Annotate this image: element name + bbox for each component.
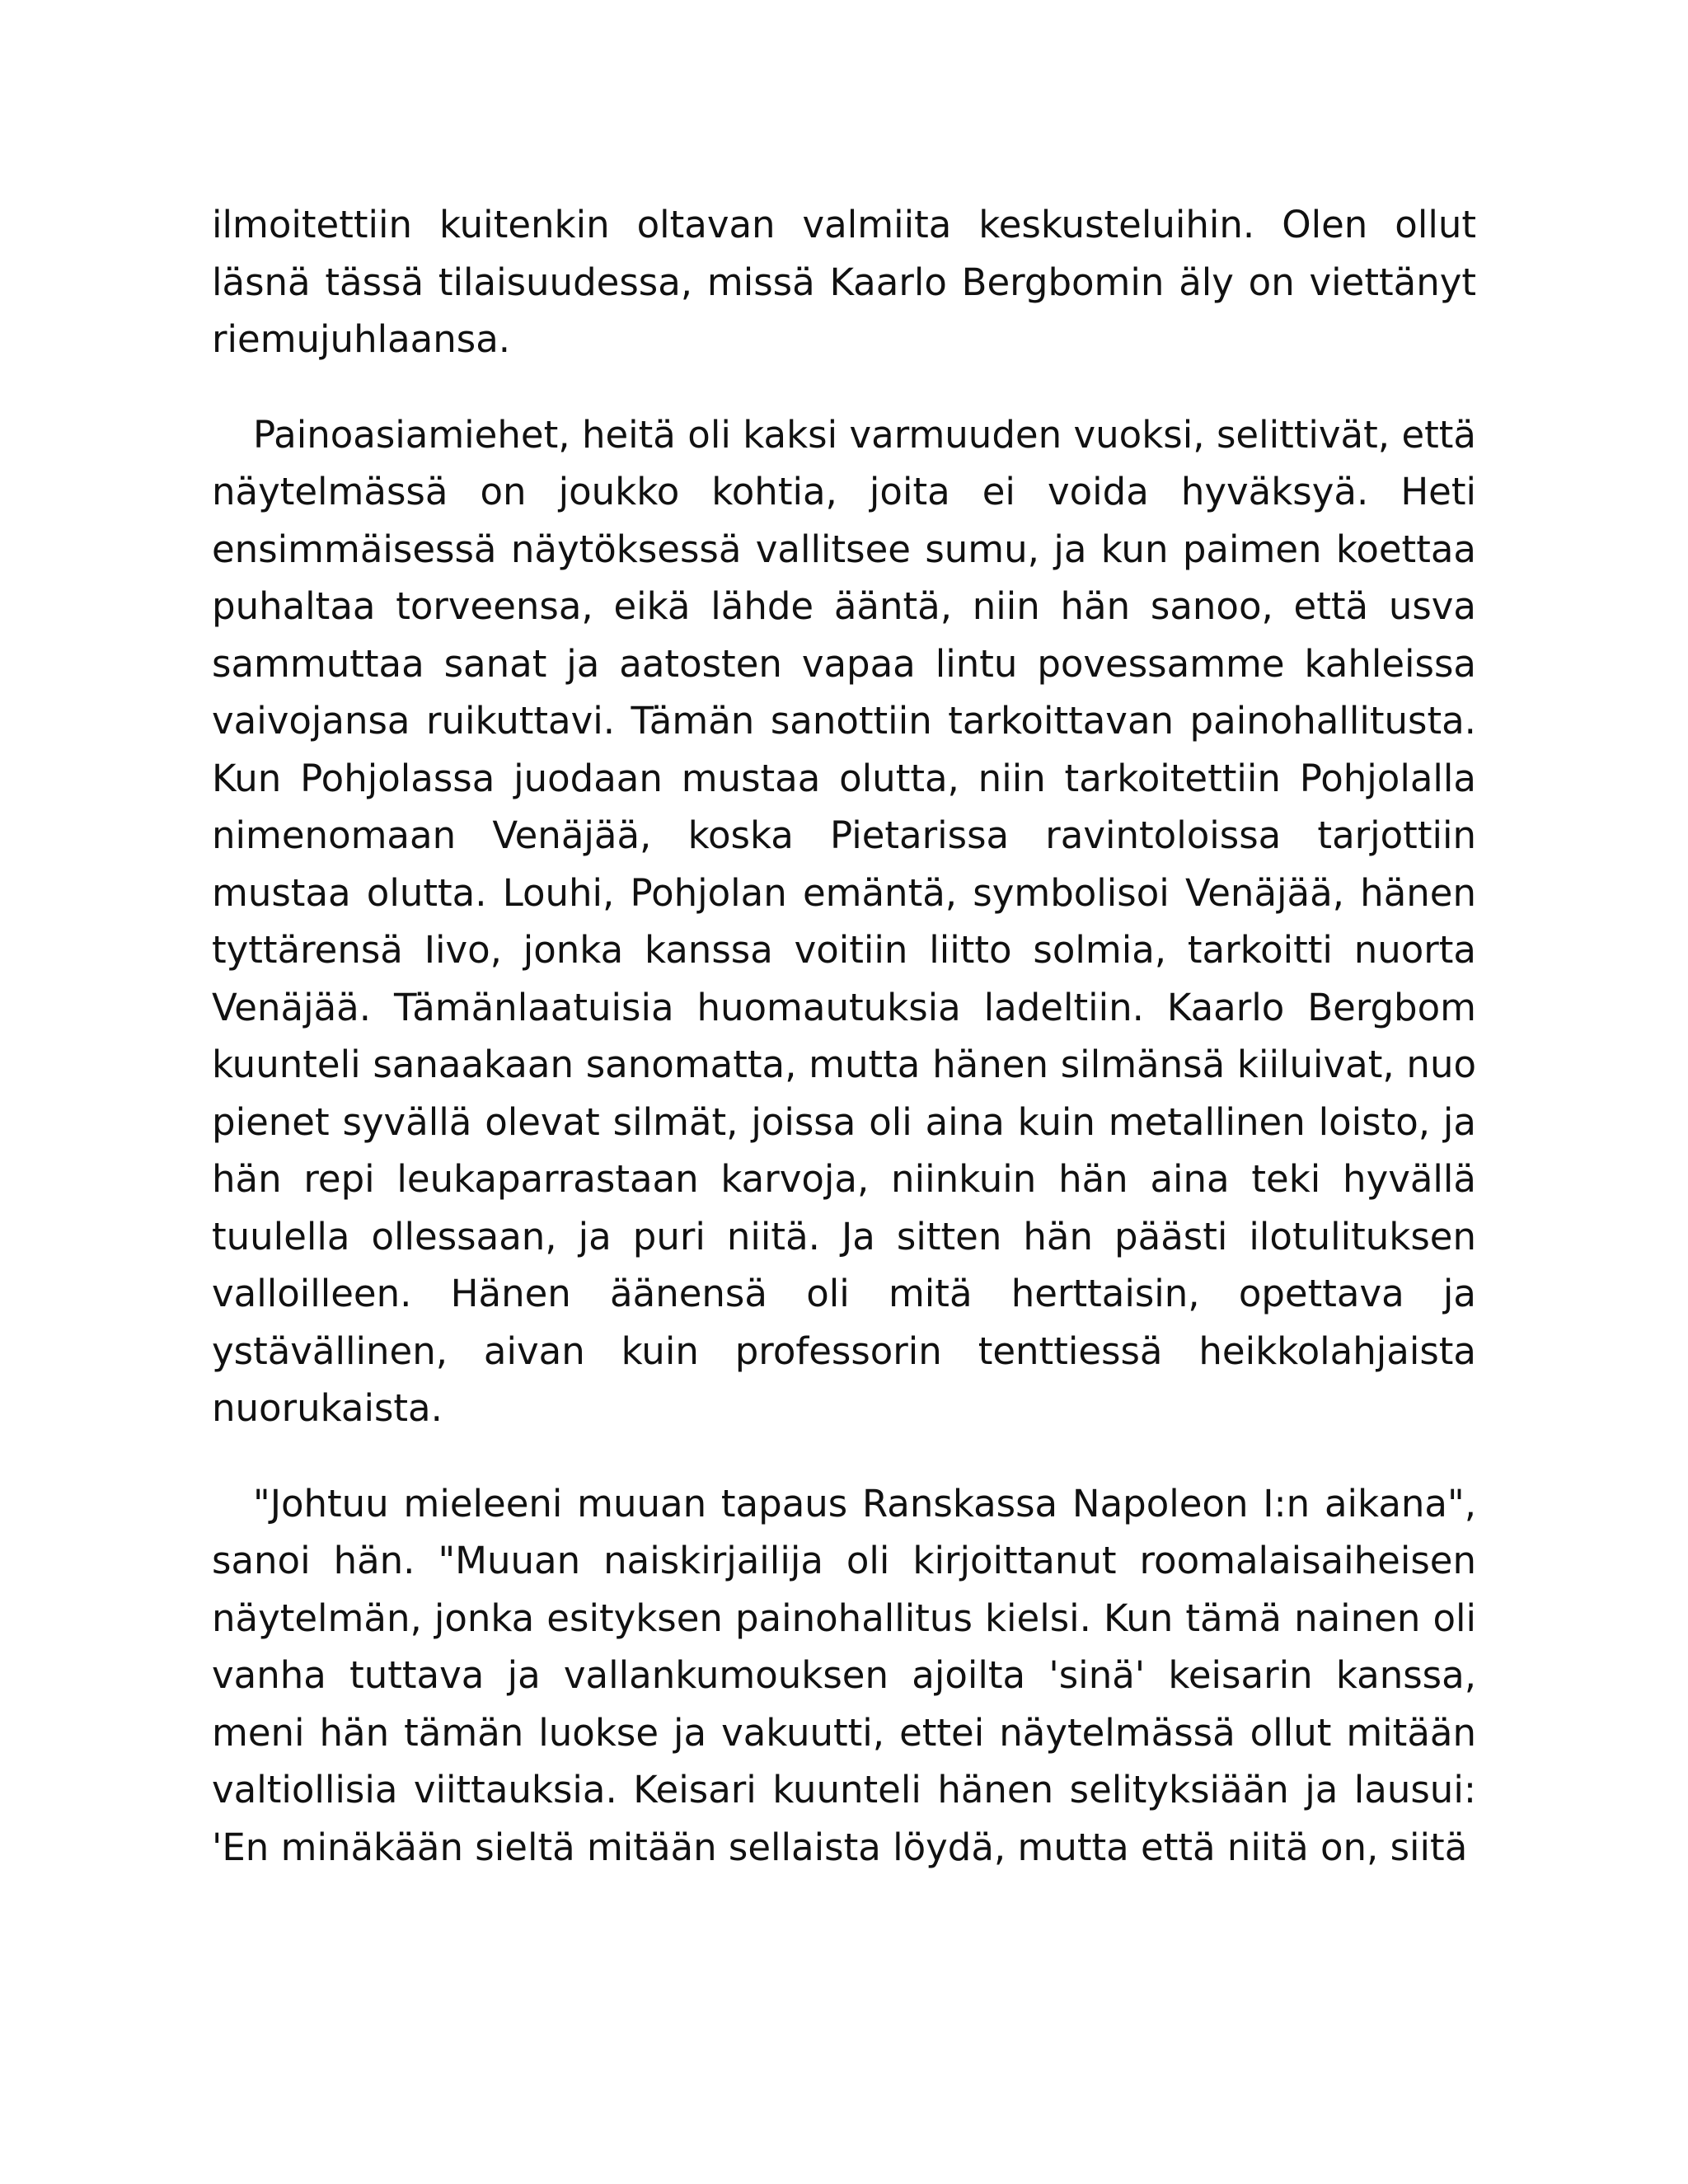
paragraph-1: ilmoitettiin kuitenkin oltavan valmiita keskusteluihin. Olen ollut läsnä tässä tilaisuudessa, missä Kaarlo Bergbomin äly on viettänyt riemujuhlaansa. [212,203,1476,361]
paragraph-2: Painoasiamiehet, heitä oli kaksi varmuuden vuoksi, selittivät, että näytelmässä on joukko kohtia, joita ei voida hyväksyä. Heti ensimmäisessä näytöksessä vallitsee sumu, ja kun paimen koettaa puhaltaa torveensa, eikä lähde ääntä, niin hän sanoo, että usva sammuttaa sanat ja aatosten vapaa lintu povessamme kahleissa vaivojansa ruikuttavi. Tämän sanottiin tarkoittavan painohallitusta. Kun Pohjolassa juodaan mustaa olutta, niin tarkoitettiin Pohjolalla nimenomaan Venäjää, koska Pietarissa ravintoloissa tarjottiin mustaa olutta. Louhi, Pohjolan emäntä, symbolisoi Venäjää, hänen tyttärensä Iivo, jonka kanssa voitiin liitto solmia, tarkoitti nuorta Venäjää. Tämänlaatuisia huomautuksia ladeltiin. Kaarlo Bergbom kuunteli sanaakaan sanomatta, mutta hänen silmänsä kiiluivat, nuo pienet syvällä olevat silmät, joissa oli aina kuin metallinen loisto, ja hän repi leukaparrastaan karvoja, niinkuin hän aina teki hyvällä tuulella ollessaan, ja puri niitä. Ja sitten hän päästi ilotulituksen valloilleen. Hänen äänensä oli mitä herttaisin, opettava ja ystävällinen, aivan kuin professorin tenttiessä heikkolahjaista nuorukaista. [212,412,1476,1430]
paragraph-3: "Johtuu mieleeni muuan tapaus Ranskassa Napoleon I:n aikana", sanoi hän. "Muuan naiskirjailija oli kirjoittanut roomalaisaiheisen näytelmän, jonka esityksen painohallitus kielsi. Kun tämä nainen oli vanha tuttava ja vallankumouksen ajoilta 'sinä' keisarin kanssa, meni hän tämän luokse ja vakuutti, ettei näytelmässä ollut mitään valtiollisia viittauksia. Keisari kuunteli hänen selityksiään ja lausui: 'En minäkään sieltä mitään sellaista löydä, mutta että niitä on, siitä [212,1481,1476,1869]
document-page [212,196,1476,1876]
